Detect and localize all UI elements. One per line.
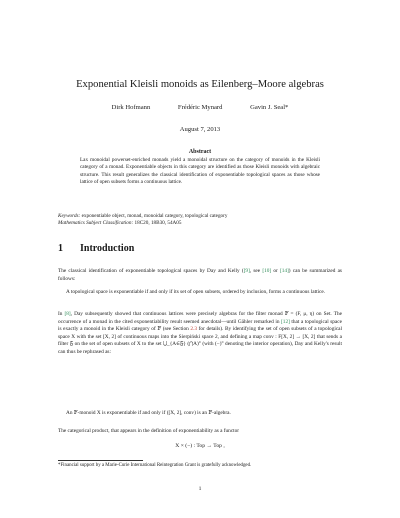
footnote: *Financial support by a Marie-Curie International Reintegration Grant is gratefully acknowledged. [58,463,252,468]
paragraph-4: The categorical product, that appears in the definition of exponentiability as a functor [58,428,240,434]
citation-link[interactable]: [8] [64,311,71,317]
text-run: ) can be summarized as follows: [58,268,342,282]
citation-link[interactable]: [10] [262,268,272,274]
citation-link[interactable]: [9] [243,268,250,274]
paper-title: Exponential Kleisli monoids as Eilenberg–Moore algebras [76,79,324,90]
display-equation: X × (−) : Top → Top , [175,443,225,449]
section-number: 1 [58,243,63,254]
msc-text: 18C20, 18B30, 54A05 [134,220,182,227]
keywords-block [58,213,342,227]
paper-date: August 7, 2013 [179,126,221,133]
footnote-rule [58,460,143,461]
keywords-text: exponentiable object, monad, monoidal category, topological category [81,213,228,219]
author-name: Gavin J. Seal* [250,104,289,111]
text-run: , see [249,268,263,274]
page-number: 1 [198,486,202,492]
citation-link[interactable]: [14] [279,268,289,274]
paragraph-1 [58,268,342,283]
quoted-statement: A topological space is exponentiable if and only if its set of open subsets, ordered by inclusion, forms a continuous lattice. [66,289,326,295]
text-run: for details). By identifying the set of open subsets of a topological space X with the set [X, 2] of continuous maps into the Sierpiński space 2, and defining a map conv : F[X, 2] → [X, 2] that sends a filter 𝔉 on the set of open subsets of X to the set ⋃_{A∈𝔉} (⋂A)° (with (−)° denoting the interior operation), Day and Kelly's result can thus be rephrased as: [58,326,343,355]
section-link[interactable]: 2.3 [190,326,198,333]
section-title: Introduction [80,243,135,254]
author-name: Frédéric Mynard [177,104,223,111]
abstract-text: Lax monoidal powerset-enriched monads yield a monoidal structure on the category of monoids in the Kleisli category of a monad. Exponentiable objects in this category are identified as those Kleisli monoids with algebraic structure. This result generalizes the classical identification of exponentiable topological spaces as those whose lattice of open subsets forms a continuous lattice. [80,157,320,185]
keywords-label: Keywords: [58,213,81,219]
msc-label: Mathematics Subject Classification: [58,220,134,227]
abstract-heading: Abstract [188,149,212,155]
text-run: The classical identification of exponentiable topological spaces by Day and Kelly ( [58,268,244,274]
author-name: Dirk Hofmann [111,104,151,111]
section-heading [58,243,342,254]
text-run: or [271,268,280,274]
citation-link[interactable]: [12] [281,318,290,325]
paragraph-2 [58,311,342,357]
text-run: , Day subsequently showed that continuous lattices were precisely algebras for the filter monad 𝔽 = (F, μ, η) on Set. The occurrence of a monad in the cited exponentiability result seemed anecdotal—until Gähler remarked in [58,311,342,325]
author-list [40,104,360,111]
paragraph-3: An 𝔽-monoid X is exponentiable if and only if ([X, 2], conv) is an 𝔽-algebra. [66,410,231,416]
text-run: that a topological space is exactly a monoid in the Kleisli category of 𝔽 (see Section [58,318,342,333]
text-run: In [58,311,65,317]
